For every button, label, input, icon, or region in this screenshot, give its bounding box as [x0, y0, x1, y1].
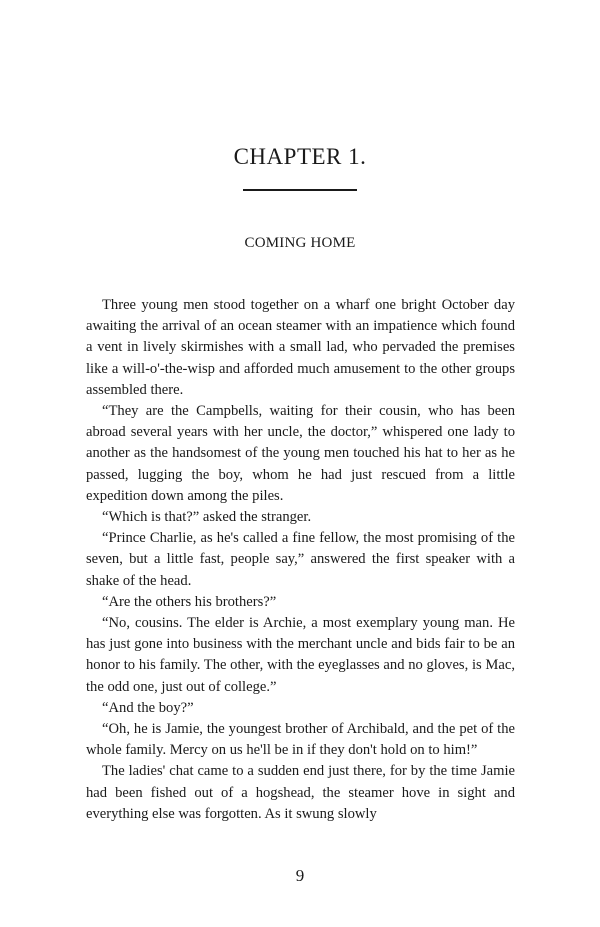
paragraph: “They are the Campbells, waiting for their cousin, who has been abroad several years with her uncle, the doctor,” whispered one lady to another as the handsomest of the young men touched his hat to her as he passed, lugging the boy, whom he had just rescued from a little expedition down among the piles.: [86, 403, 515, 504]
paragraph: The ladies' chat came to a sudden end just there, for by the time Jamie had been fished out of a hogshead, the steamer hove in sight and everything else was forgotten. As it swung slowly: [86, 763, 515, 822]
chapter-subtitle: COMING HOME: [244, 235, 356, 251]
paragraph: “And the boy?”: [102, 699, 194, 716]
paragraph: Three young men stood together on a wharf one bright October day awaiting the arrival of an ocean steamer with an impatience which found a vent in lively skirmishes with a small lad, who pervaded the premises like a will-o'-the-wisp and afforded much amusement to the other groups assembled there.: [86, 297, 515, 398]
chapter-title: CHAPTER 1.: [233, 144, 367, 169]
title-divider: [243, 189, 357, 191]
paragraph: “Prince Charlie, as he's called a fine fellow, the most promising of the seven, but a little fast, people say,” answered the first speaker with a shake of the head.: [86, 530, 515, 589]
paragraph: “No, cousins. The elder is Archie, a most exemplary young man. He has just gone into business with the merchant uncle and bids fair to be an honor to his family. The other, with the eyeglasses and no gloves, is Mac, the odd one, just out of college.”: [86, 615, 515, 695]
page-number: 9: [295, 866, 305, 885]
paragraph: “Oh, he is Jamie, the youngest brother of Archibald, and the pet of the whole family. Mercy on us he'll be in if they don't hold on to him!”: [86, 721, 515, 759]
paragraph: “Which is that?” asked the stranger.: [102, 509, 312, 526]
chapter-body: [86, 295, 515, 825]
paragraph: “Are the others his brothers?”: [102, 593, 277, 610]
